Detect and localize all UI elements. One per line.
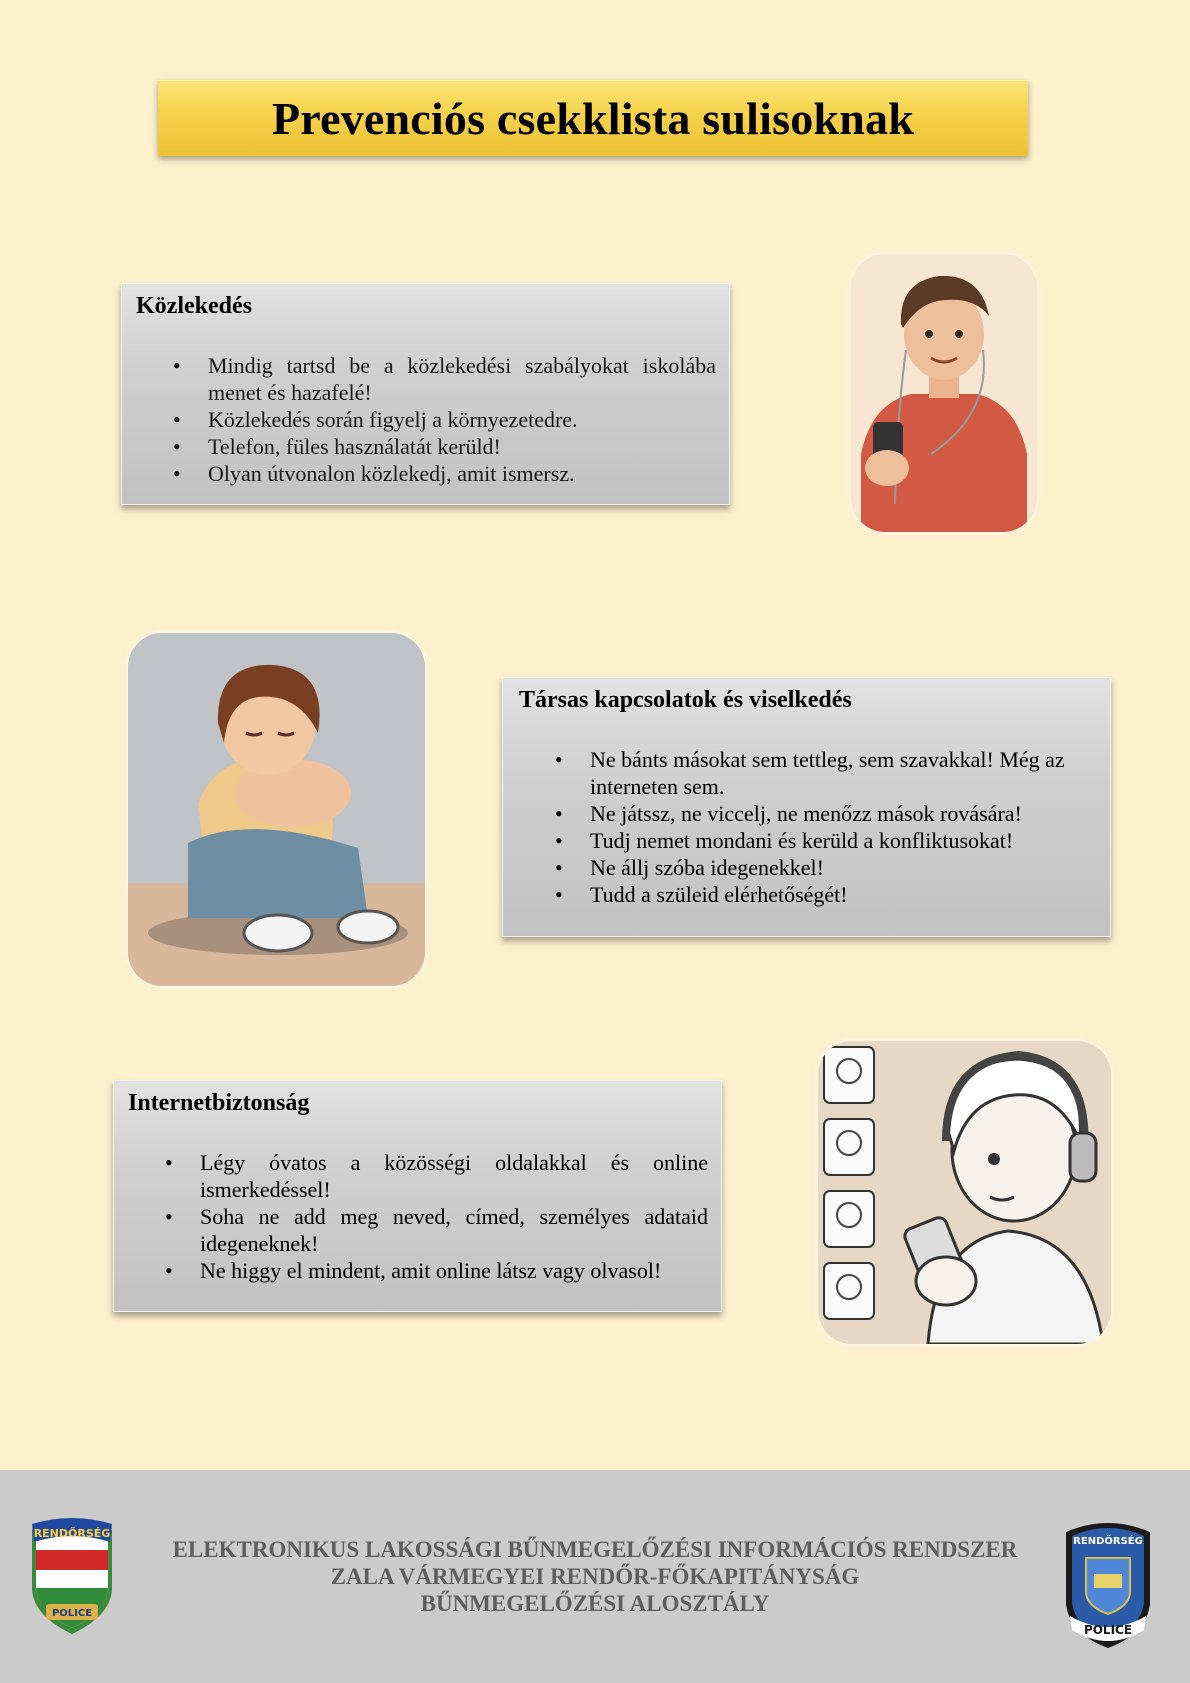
footer-line-3: BŰNMEGELŐZÉSI ALOSZTÁLY <box>420 1591 770 1616</box>
social-card <box>502 677 1111 937</box>
footer-line-1: ELEKTRONIKUS LAKOSSÁGI BŰNMEGELŐZÉSI INFORMÁCIÓS RENDSZER <box>172 1537 1018 1562</box>
list-item: • Ne állj szóba idegenekkel! <box>590 854 1099 881</box>
list-item: • Ne játssz, ne viccelj, ne menőzz mások rovására! <box>590 800 1099 827</box>
list-item: • Tudj nemet mondani és kerüld a konfliktusokat! <box>590 827 1099 854</box>
svg-text:POLICE: POLICE <box>1083 1623 1133 1637</box>
footer <box>0 1470 1190 1683</box>
title-banner <box>158 80 1028 156</box>
internet-list <box>128 1149 708 1284</box>
footer-text <box>130 1536 1060 1617</box>
internet-card <box>113 1080 722 1312</box>
social-heading: Társas kapcsolatok és viselkedés <box>519 687 852 713</box>
list-item: • Telefon, füles használatát kerüld! <box>208 433 716 460</box>
list-item: • Közlekedés során figyelj a környezetedre. <box>208 406 716 433</box>
traffic-list <box>136 352 716 487</box>
page-title: Prevenciós csekklista sulisoknak <box>272 92 914 144</box>
svg-text:POLICE: POLICE <box>51 1608 93 1619</box>
svg-text:RENDŐRSÉG: RENDŐRSÉG <box>1073 1536 1143 1547</box>
social-list <box>519 746 1099 908</box>
internet-heading: Internetbiztonság <box>128 1090 310 1116</box>
list-item: • Soha ne add meg neved, címed, személyes adataid idegeneknek! <box>200 1203 708 1257</box>
police-shield-logo-left <box>24 1516 120 1636</box>
traffic-card <box>121 283 730 505</box>
list-item: • Ne bánts másokat sem tettleg, sem szavakkal! Még az interneten sem. <box>590 746 1099 800</box>
list-item: • Tudd a szüleid elérhetőségét! <box>590 881 1099 908</box>
list-item: • Ne higgy el mindent, amit online látsz vagy olvasol! <box>200 1257 708 1284</box>
police-badge-logo-right <box>1056 1514 1160 1650</box>
footer-line-2: ZALA VÁRMEGYEI RENDŐR-FŐKAPITÁNYSÁG <box>330 1564 860 1589</box>
list-item: • Mindig tartsd be a közlekedési szabályokat iskolába menet és hazafelé! <box>208 352 716 406</box>
traffic-heading: Közlekedés <box>136 293 252 319</box>
boy-with-headphones-illustration <box>818 1041 1111 1344</box>
boy-with-phone-illustration <box>851 254 1037 532</box>
list-item: • Légy óvatos a közösségi oldalakkal és online ismerkedéssel! <box>200 1149 708 1203</box>
list-item: • Olyan útvonalon közlekedj, amit ismersz. <box>208 460 716 487</box>
svg-text:RENDŐRSÉG: RENDŐRSÉG <box>33 1527 111 1540</box>
sad-child-illustration <box>128 633 425 986</box>
